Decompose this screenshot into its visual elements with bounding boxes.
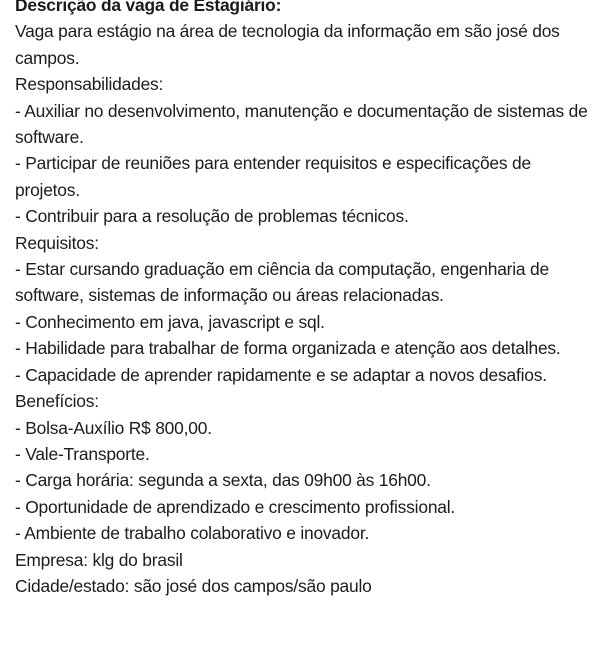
posting-title: Descrição da vaga de Estagiário: (15, 0, 282, 15)
requirement-item: - Capacidade de aprender rapidamente e se adaptar a novos desafios. (15, 364, 547, 385)
requirements-heading: Requisitos: (15, 232, 99, 253)
responsibility-item: - Participar de reuniões para entender requisitos e especificações de projetos. (15, 153, 536, 200)
location-line: Cidade/estado: são josé dos campos/são paulo (15, 575, 372, 596)
benefit-item: - Bolsa-Auxílio R$ 800,00. (15, 417, 212, 438)
company-line: Empresa: klg do brasil (15, 549, 183, 570)
benefit-item: - Ambiente de trabalho colaborativo e inovador. (15, 523, 370, 544)
benefit-item: - Vale-Transporte. (15, 443, 150, 464)
requirement-item: - Conhecimento em java, javascript e sql. (15, 311, 325, 332)
responsibility-item: - Auxiliar no desenvolvimento, manutenção e documentação de sistemas de software. (15, 100, 593, 148)
benefit-item: - Carga horária: segunda a sexta, das 09h00 às 16h00. (15, 470, 431, 491)
benefits-heading: Benefícios: (15, 391, 99, 412)
requirement-item: - Habilidade para trabalhar de forma organizada e atenção aos detalhes. (15, 338, 561, 359)
job-posting (15, 0, 593, 599)
requirement-item: - Estar cursando graduação em ciência da computação, engenharia de software, sistemas de informação ou áreas relacionadas. (15, 259, 554, 306)
responsibilities-heading: Responsabilidades: (15, 74, 164, 95)
responsibility-item: - Contribuir para a resolução de problemas técnicos. (15, 206, 409, 227)
benefit-item: - Oportunidade de aprendizado e crescimento profissional. (15, 496, 456, 517)
posting-intro: Vaga para estágio na área de tecnologia da informação em são josé dos campos. (15, 21, 565, 68)
